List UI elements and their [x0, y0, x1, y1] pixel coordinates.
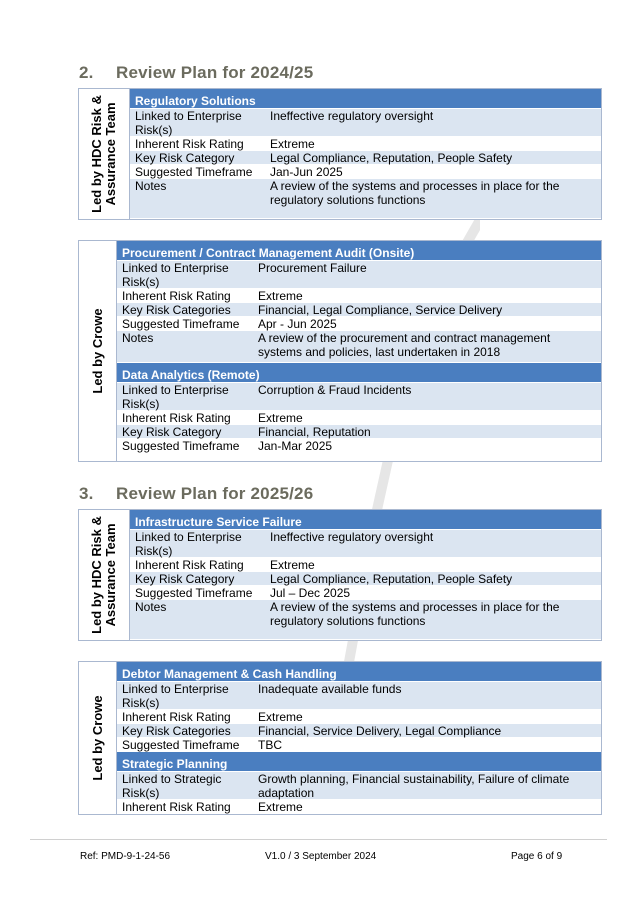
row-value: Extreme: [258, 411, 303, 425]
row-label: Linked to Enterprise Risk(s): [122, 682, 229, 710]
row-label: Linked to Enterprise Risk(s): [122, 383, 229, 411]
side-label: [79, 241, 117, 461]
table-row: [117, 738, 601, 752]
row-value: Legal Compliance, Reputation, People Safety: [270, 151, 513, 165]
table-row: [117, 800, 601, 814]
table-row: [117, 682, 601, 710]
side-label-line-1: Led by HDC Risk &: [89, 516, 104, 634]
table-row: [117, 425, 601, 439]
review-table: [130, 89, 601, 219]
row-value: Ineffective regulatory oversight: [270, 109, 434, 123]
footer-divider: [30, 839, 607, 840]
crowe-review-block: [78, 661, 602, 815]
row-value: A review of the procurement and contract management systems and policies, last undertaken in 2018: [258, 331, 551, 359]
row-value: Jul – Dec 2025: [270, 586, 351, 600]
side-label-text: Led by Crowe: [89, 695, 105, 781]
row-label: Inherent Risk Rating: [122, 289, 231, 303]
review-table: [130, 510, 601, 640]
side-label: [79, 89, 130, 219]
row-label: Inherent Risk Rating: [135, 137, 244, 151]
table-row: [130, 151, 601, 165]
section-number: 3.: [79, 484, 94, 503]
row-label: Inherent Risk Rating: [122, 800, 231, 814]
section-number: 2.: [79, 63, 94, 82]
side-label: [79, 662, 117, 814]
row-value: Financial, Legal Compliance, Service Delivery: [258, 303, 503, 317]
row-label: Key Risk Categories: [122, 724, 231, 738]
row-label: Notes: [122, 331, 154, 345]
row-label: Suggested Timeframe: [135, 586, 253, 600]
table-row: [117, 724, 601, 738]
table-row: [130, 179, 601, 219]
row-label: Key Risk Category: [135, 151, 235, 165]
regulatory-solutions-block: [78, 88, 602, 220]
row-value: Procurement Failure: [258, 261, 367, 275]
row-label: Linked to Enterprise Risk(s): [135, 530, 242, 558]
row-value: Extreme: [258, 289, 303, 303]
table-row: [117, 383, 601, 411]
table-title: Strategic Planning: [117, 752, 601, 772]
row-label: Key Risk Categories: [122, 303, 231, 317]
row-value: Extreme: [270, 558, 315, 572]
table-row: [130, 165, 601, 179]
row-label: Inherent Risk Rating: [122, 710, 231, 724]
row-label: Key Risk Category: [122, 425, 222, 439]
section-3-heading: [79, 484, 313, 504]
table-row: [130, 109, 601, 137]
footer-page-number: Page 6 of 9: [511, 851, 563, 862]
row-value: Jan-Mar 2025: [258, 439, 333, 453]
row-value: Growth planning, Financial sustainability, Failure of climate adaptation: [258, 772, 570, 800]
row-label: Inherent Risk Rating: [122, 411, 231, 425]
table-row: [117, 261, 601, 289]
table-row: [117, 411, 601, 425]
row-value: TBC: [258, 738, 282, 752]
row-value: Financial, Reputation: [258, 425, 371, 439]
section-title: Review Plan for 2025/26: [116, 484, 314, 503]
section-title: Review Plan for 2024/25: [116, 63, 314, 82]
side-label-line-2: Assurance Team: [103, 102, 118, 206]
row-label: Suggested Timeframe: [135, 165, 253, 179]
table-row: [130, 572, 601, 586]
side-label-line-1: Led by HDC Risk &: [89, 95, 104, 213]
row-label: Linked to Enterprise Risk(s): [135, 109, 242, 137]
table-row: [117, 317, 601, 331]
table-row: [117, 303, 601, 317]
table-title: Infrastructure Service Failure: [130, 510, 601, 530]
row-value: Corruption & Fraud Incidents: [258, 383, 412, 397]
review-table: [117, 241, 601, 461]
table-title: Data Analytics (Remote): [117, 363, 601, 383]
row-value: Ineffective regulatory oversight: [270, 530, 434, 544]
table-row: [117, 772, 601, 800]
row-value: Extreme: [258, 710, 303, 724]
review-table: [117, 662, 601, 814]
row-label: Suggested Timeframe: [122, 738, 240, 752]
row-value: Legal Compliance, Reputation, People Safety: [270, 572, 513, 586]
row-value: Jan-Jun 2025: [270, 165, 343, 179]
row-value: A review of the systems and processes in place for the regulatory solutions functions: [270, 600, 560, 628]
table-title: Debtor Management & Cash Handling: [117, 662, 601, 682]
row-label: Notes: [135, 600, 167, 614]
row-value: Inadequate available funds: [258, 682, 402, 696]
section-2-heading: [79, 63, 313, 83]
infrastructure-service-failure-block: [78, 509, 602, 641]
crowe-review-block: [78, 240, 602, 462]
table-row: [117, 439, 601, 453]
row-label: Suggested Timeframe: [122, 317, 240, 331]
row-value: Financial, Service Delivery, Legal Compliance: [258, 724, 502, 738]
row-value: A review of the systems and processes in place for the regulatory solutions functions: [270, 179, 560, 207]
side-label-text: Led by Crowe: [89, 308, 105, 394]
table-row: [130, 558, 601, 572]
row-label: Linked to Enterprise Risk(s): [122, 261, 229, 289]
row-value: Apr - Jun 2025: [258, 317, 337, 331]
table-row: [130, 137, 601, 151]
table-title: Regulatory Solutions: [130, 89, 601, 109]
table-row: [130, 600, 601, 640]
row-label: Suggested Timeframe: [122, 439, 240, 453]
footer-version: V1.0 / 3 September 2024: [265, 851, 377, 862]
table-row: [117, 331, 601, 363]
row-label: Inherent Risk Rating: [135, 558, 244, 572]
row-label: Notes: [135, 179, 167, 193]
row-label: Key Risk Category: [135, 572, 235, 586]
table-title: Procurement / Contract Management Audit (Onsite): [117, 241, 601, 261]
row-label: Linked to Strategic Risk(s): [122, 772, 222, 800]
side-label-line-2: Assurance Team: [103, 523, 118, 627]
footer-reference: Ref: PMD-9-1-24-56: [80, 851, 171, 862]
side-label: [79, 510, 130, 640]
row-value: Extreme: [258, 800, 303, 814]
table-row: [117, 710, 601, 724]
table-row: [130, 530, 601, 558]
row-value: Extreme: [270, 137, 315, 151]
table-row: [130, 586, 601, 600]
table-row: [117, 289, 601, 303]
